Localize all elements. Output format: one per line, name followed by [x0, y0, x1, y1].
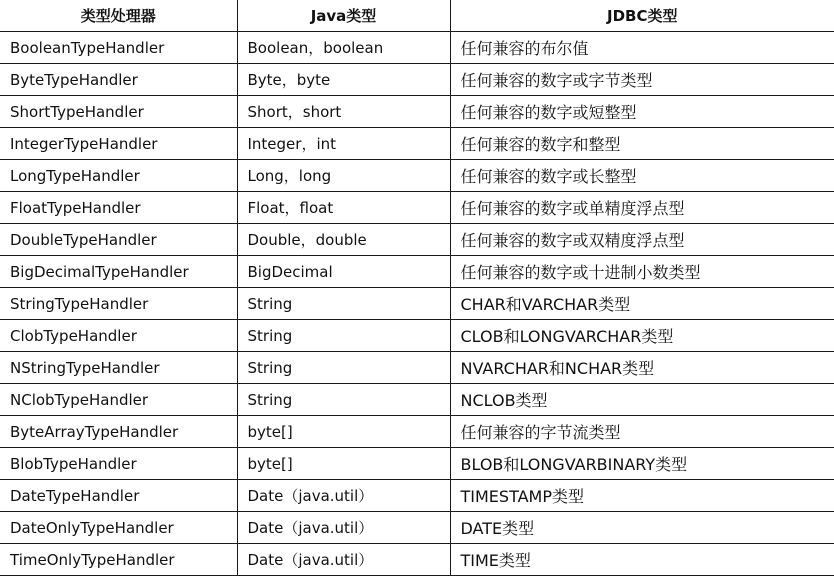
cell-java-type: byte[]: [237, 448, 450, 480]
cell-java-type: Short，short: [237, 96, 450, 128]
table-row: [0, 416, 834, 448]
cell-type-handler: ByteArrayTypeHandler: [0, 416, 237, 448]
cell-type-handler: BigDecimalTypeHandler: [0, 256, 237, 288]
header-row: [0, 0, 834, 32]
cell-jdbc-type: DATE类型: [450, 512, 834, 544]
cell-jdbc-type: 任何兼容的数字或字节类型: [450, 64, 834, 96]
cell-type-handler: DateOnlyTypeHandler: [0, 512, 237, 544]
table-row: [0, 320, 834, 352]
cell-type-handler: StringTypeHandler: [0, 288, 237, 320]
header-java-type: Java类型: [237, 0, 450, 32]
cell-java-type: Byte，byte: [237, 64, 450, 96]
cell-jdbc-type: 任何兼容的布尔值: [450, 32, 834, 64]
cell-java-type: String: [237, 352, 450, 384]
cell-java-type: byte[]: [237, 416, 450, 448]
cell-jdbc-type: TIMESTAMP类型: [450, 480, 834, 512]
cell-type-handler: BooleanTypeHandler: [0, 32, 237, 64]
cell-type-handler: IntegerTypeHandler: [0, 128, 237, 160]
cell-type-handler: ByteTypeHandler: [0, 64, 237, 96]
header-type-handler: 类型处理器: [0, 0, 237, 32]
cell-java-type: String: [237, 384, 450, 416]
cell-type-handler: DoubleTypeHandler: [0, 224, 237, 256]
table-row: [0, 64, 834, 96]
table-row: [0, 544, 834, 576]
table-row: [0, 192, 834, 224]
cell-jdbc-type: BLOB和LONGVARBINARY类型: [450, 448, 834, 480]
table-row: [0, 160, 834, 192]
cell-jdbc-type: CHAR和VARCHAR类型: [450, 288, 834, 320]
table-row: [0, 352, 834, 384]
table-body: [0, 32, 834, 576]
cell-jdbc-type: CLOB和LONGVARCHAR类型: [450, 320, 834, 352]
cell-java-type: Long，long: [237, 160, 450, 192]
cell-java-type: Integer，int: [237, 128, 450, 160]
cell-jdbc-type: TIME类型: [450, 544, 834, 576]
header-jdbc-type: JDBC类型: [450, 0, 834, 32]
table-row: [0, 96, 834, 128]
table-row: [0, 224, 834, 256]
cell-type-handler: BlobTypeHandler: [0, 448, 237, 480]
cell-jdbc-type: NVARCHAR和NCHAR类型: [450, 352, 834, 384]
table-row: [0, 512, 834, 544]
table-row: [0, 256, 834, 288]
cell-jdbc-type: 任何兼容的字节流类型: [450, 416, 834, 448]
table-header: [0, 0, 834, 32]
cell-java-type: Float，float: [237, 192, 450, 224]
table-row: [0, 288, 834, 320]
cell-java-type: Boolean，boolean: [237, 32, 450, 64]
table-row: [0, 32, 834, 64]
cell-type-handler: ClobTypeHandler: [0, 320, 237, 352]
cell-type-handler: TimeOnlyTypeHandler: [0, 544, 237, 576]
cell-jdbc-type: 任何兼容的数字和整型: [450, 128, 834, 160]
cell-java-type: Date（java.util）: [237, 480, 450, 512]
cell-java-type: Date（java.util）: [237, 544, 450, 576]
cell-java-type: Double，double: [237, 224, 450, 256]
cell-type-handler: DateTypeHandler: [0, 480, 237, 512]
cell-type-handler: NStringTypeHandler: [0, 352, 237, 384]
cell-jdbc-type: 任何兼容的数字或十进制小数类型: [450, 256, 834, 288]
cell-java-type: BigDecimal: [237, 256, 450, 288]
cell-jdbc-type: 任何兼容的数字或单精度浮点型: [450, 192, 834, 224]
cell-type-handler: LongTypeHandler: [0, 160, 237, 192]
cell-java-type: String: [237, 320, 450, 352]
cell-jdbc-type: 任何兼容的数字或短整型: [450, 96, 834, 128]
cell-type-handler: NClobTypeHandler: [0, 384, 237, 416]
cell-type-handler: FloatTypeHandler: [0, 192, 237, 224]
table-row: [0, 448, 834, 480]
table-row: [0, 128, 834, 160]
cell-type-handler: ShortTypeHandler: [0, 96, 237, 128]
cell-jdbc-type: NCLOB类型: [450, 384, 834, 416]
table-row: [0, 480, 834, 512]
cell-java-type: Date（java.util）: [237, 512, 450, 544]
table-row: [0, 384, 834, 416]
cell-jdbc-type: 任何兼容的数字或长整型: [450, 160, 834, 192]
cell-jdbc-type: 任何兼容的数字或双精度浮点型: [450, 224, 834, 256]
cell-java-type: String: [237, 288, 450, 320]
